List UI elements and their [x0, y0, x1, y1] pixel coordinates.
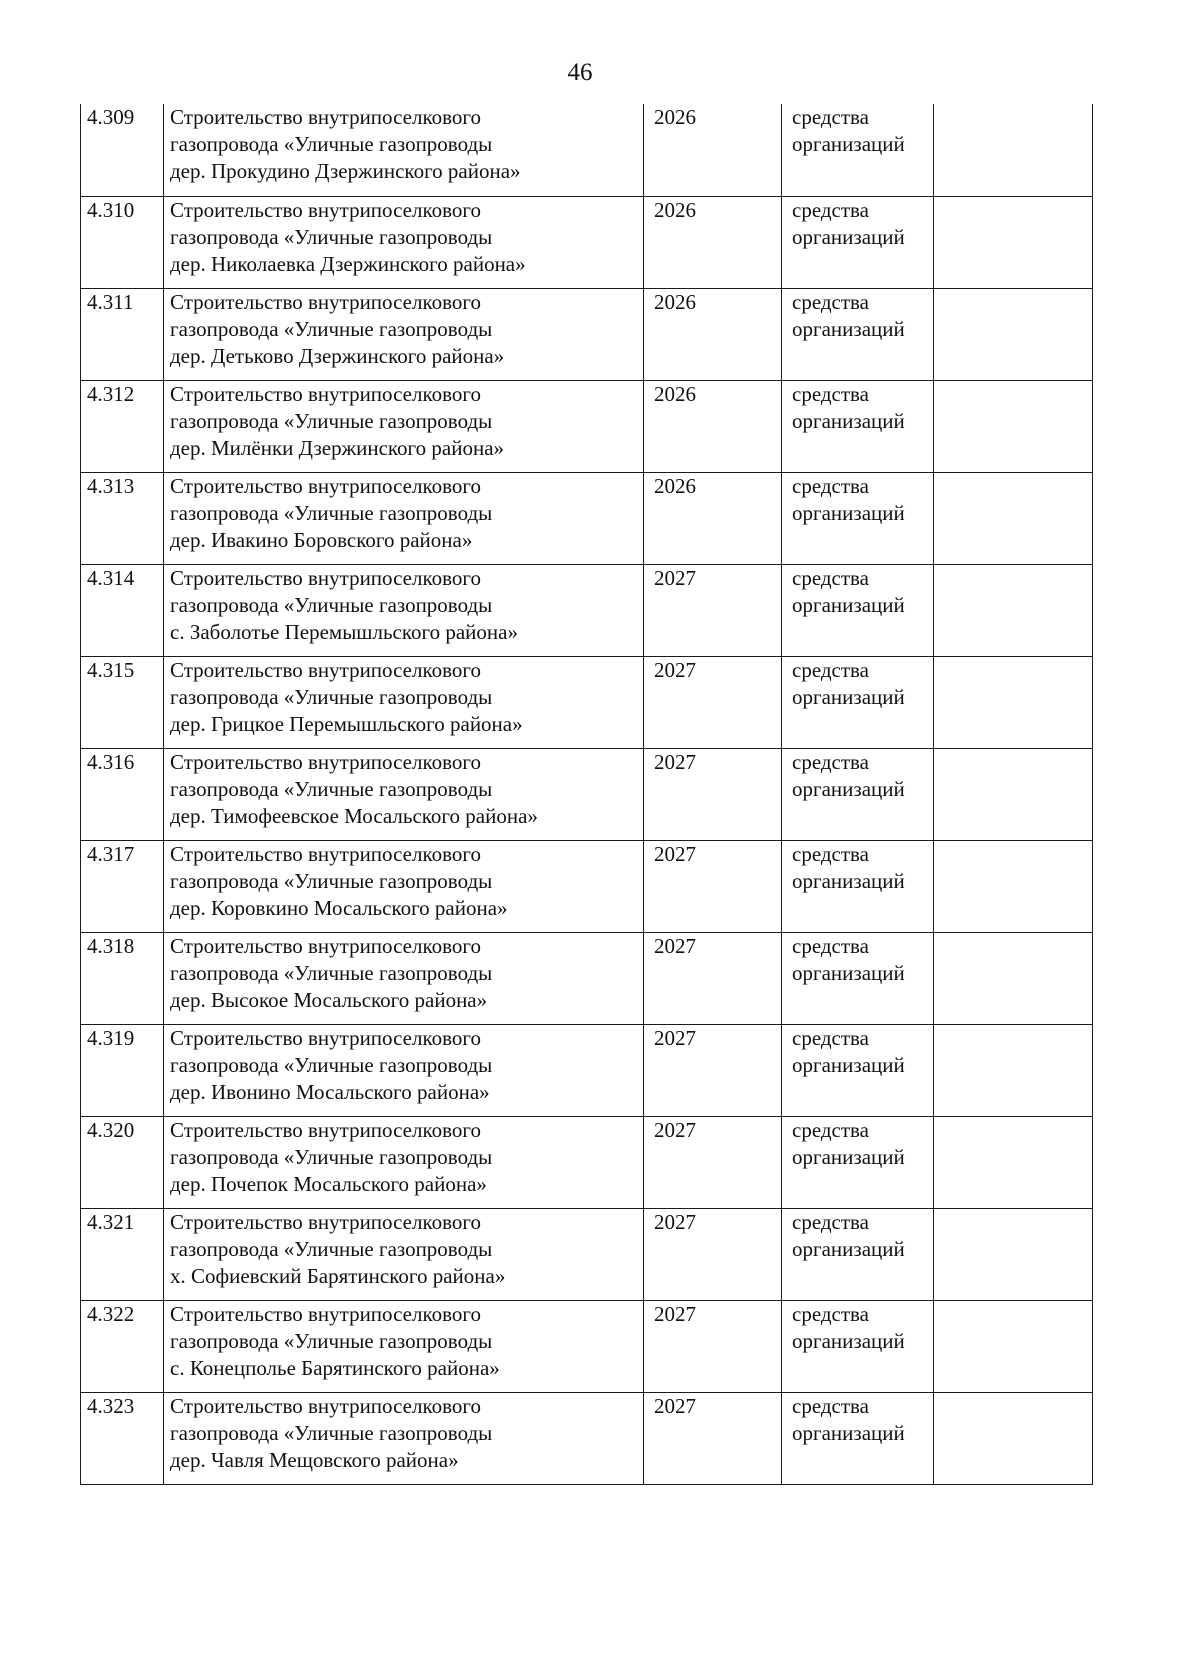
table-row — [81, 932, 1093, 1024]
description-line: дер. Ивакино Боровского района» — [170, 527, 473, 552]
empty-cell — [934, 748, 1093, 840]
item-description — [164, 840, 644, 932]
description-line: Строительство внутрипоселкового — [170, 657, 481, 682]
funding-source — [782, 932, 934, 1024]
description-line: дер. Милёнки Дзержинского района» — [170, 435, 505, 460]
empty-cell — [934, 1024, 1093, 1116]
item-number: 4.320 — [81, 1116, 164, 1208]
item-description — [164, 1024, 644, 1116]
description-line: газопровода «Уличные газопроводы — [170, 316, 493, 341]
funding-source — [782, 1208, 934, 1300]
table-row — [81, 564, 1093, 656]
funding-source — [782, 656, 934, 748]
item-number: 4.315 — [81, 656, 164, 748]
description-line: дер. Почепок Мосальского района» — [170, 1171, 487, 1196]
item-description — [164, 1300, 644, 1392]
source-line: средства — [792, 933, 870, 958]
source-line: организаций — [792, 960, 905, 985]
empty-cell — [934, 1392, 1093, 1484]
description-line: газопровода «Уличные газопроводы — [170, 1328, 493, 1353]
item-year: 2026 — [644, 104, 782, 196]
item-year: 2027 — [644, 564, 782, 656]
description-line: Строительство внутрипоселкового — [170, 1393, 481, 1418]
source-line: организаций — [792, 868, 905, 893]
description-line: Строительство внутрипоселкового — [170, 565, 481, 590]
source-line: организаций — [792, 316, 905, 341]
item-year: 2027 — [644, 1300, 782, 1392]
item-year: 2026 — [644, 196, 782, 288]
source-line: средства — [792, 1117, 870, 1142]
description-line: дер. Коровкино Мосальского района» — [170, 895, 508, 920]
table-row — [81, 1208, 1093, 1300]
item-number: 4.323 — [81, 1392, 164, 1484]
description-line: газопровода «Уличные газопроводы — [170, 1236, 493, 1261]
source-line: средства — [792, 105, 870, 129]
funding-source — [782, 748, 934, 840]
description-line: газопровода «Уличные газопроводы — [170, 1144, 493, 1169]
table-row — [81, 1024, 1093, 1116]
source-line: организаций — [792, 776, 905, 801]
funding-source — [782, 564, 934, 656]
item-year: 2026 — [644, 472, 782, 564]
item-year: 2027 — [644, 840, 782, 932]
empty-cell — [934, 932, 1093, 1024]
source-line: средства — [792, 657, 870, 682]
description-line: Строительство внутрипоселкового — [170, 105, 481, 129]
funding-source — [782, 840, 934, 932]
description-line: Строительство внутрипоселкового — [170, 197, 481, 222]
item-year: 2027 — [644, 1024, 782, 1116]
source-line: организаций — [792, 1236, 905, 1261]
item-description — [164, 1392, 644, 1484]
funding-source — [782, 196, 934, 288]
item-description — [164, 748, 644, 840]
item-description — [164, 380, 644, 472]
description-line: Строительство внутрипоселкового — [170, 1025, 481, 1050]
item-description — [164, 1116, 644, 1208]
description-line: газопровода «Уличные газопроводы — [170, 960, 493, 985]
description-line: газопровода «Уличные газопроводы — [170, 500, 493, 525]
source-line: организаций — [792, 132, 905, 156]
item-number: 4.322 — [81, 1300, 164, 1392]
description-line: Строительство внутрипоселкового — [170, 841, 481, 866]
description-line: Строительство внутрипоселкового — [170, 1209, 481, 1234]
description-line: Строительство внутрипоселкового — [170, 381, 481, 406]
source-line: организаций — [792, 1052, 905, 1077]
description-line: газопровода «Уличные газопроводы — [170, 132, 493, 156]
source-line: средства — [792, 473, 870, 498]
item-year: 2027 — [644, 748, 782, 840]
table-row — [81, 196, 1093, 288]
table-row — [81, 1392, 1093, 1484]
item-number: 4.316 — [81, 748, 164, 840]
source-line: средства — [792, 1025, 870, 1050]
funding-source — [782, 1116, 934, 1208]
item-number: 4.318 — [81, 932, 164, 1024]
description-line: дер. Николаевка Дзержинского района» — [170, 251, 526, 276]
source-line: средства — [792, 197, 870, 222]
source-line: организаций — [792, 1328, 905, 1353]
empty-cell — [934, 564, 1093, 656]
source-line: организаций — [792, 408, 905, 433]
source-line: средства — [792, 565, 870, 590]
item-description — [164, 472, 644, 564]
item-year: 2026 — [644, 380, 782, 472]
description-line: дер. Высокое Мосальского района» — [170, 987, 488, 1012]
program-table — [80, 104, 1093, 1485]
description-line: дер. Ивонино Мосальского района» — [170, 1079, 490, 1104]
description-line: газопровода «Уличные газопроводы — [170, 868, 493, 893]
description-line: дер. Чавля Мещовского района» — [170, 1447, 459, 1472]
funding-source — [782, 1300, 934, 1392]
item-description — [164, 104, 644, 196]
table-row — [81, 656, 1093, 748]
source-line: средства — [792, 841, 870, 866]
empty-cell — [934, 472, 1093, 564]
empty-cell — [934, 288, 1093, 380]
funding-source — [782, 380, 934, 472]
item-number: 4.319 — [81, 1024, 164, 1116]
source-line: средства — [792, 1393, 870, 1418]
empty-cell — [934, 1116, 1093, 1208]
empty-cell — [934, 840, 1093, 932]
table-row — [81, 288, 1093, 380]
source-line: организаций — [792, 224, 905, 249]
table-row — [81, 380, 1093, 472]
item-description — [164, 932, 644, 1024]
description-line: дер. Грицкое Перемышльского района» — [170, 711, 523, 736]
description-line: Строительство внутрипоселкового — [170, 1301, 481, 1326]
item-description — [164, 196, 644, 288]
table-row — [81, 1300, 1093, 1392]
source-line: средства — [792, 1209, 870, 1234]
item-description — [164, 656, 644, 748]
item-description — [164, 1208, 644, 1300]
item-year: 2027 — [644, 656, 782, 748]
item-description — [164, 288, 644, 380]
source-line: организаций — [792, 1144, 905, 1169]
description-line: газопровода «Уличные газопроводы — [170, 684, 493, 709]
description-line: с. Заболотье Перемышльского района» — [170, 619, 518, 644]
description-line: Строительство внутрипоселкового — [170, 1117, 481, 1142]
source-line: организаций — [792, 1420, 905, 1445]
description-line: газопровода «Уличные газопроводы — [170, 1052, 493, 1077]
item-number: 4.313 — [81, 472, 164, 564]
source-line: организаций — [792, 592, 905, 617]
description-line: газопровода «Уличные газопроводы — [170, 1420, 493, 1445]
source-line: организаций — [792, 500, 905, 525]
item-number: 4.314 — [81, 564, 164, 656]
description-line: дер. Тимофеевское Мосальского района» — [170, 803, 538, 828]
table-row — [81, 472, 1093, 564]
table-body — [81, 104, 1093, 1484]
empty-cell — [934, 656, 1093, 748]
description-line: газопровода «Уличные газопроводы — [170, 408, 493, 433]
item-description — [164, 564, 644, 656]
funding-source — [782, 1024, 934, 1116]
empty-cell — [934, 1208, 1093, 1300]
description-line: дер. Детьково Дзержинского района» — [170, 343, 505, 368]
source-line: организаций — [792, 684, 905, 709]
description-line: с. Конецполье Барятинского района» — [170, 1355, 500, 1380]
funding-source — [782, 1392, 934, 1484]
item-number: 4.309 — [81, 104, 164, 196]
description-line: Строительство внутрипоселкового — [170, 933, 481, 958]
table-row — [81, 1116, 1093, 1208]
table-row — [81, 104, 1093, 196]
source-line: средства — [792, 289, 870, 314]
item-year: 2026 — [644, 288, 782, 380]
source-line: средства — [792, 1301, 870, 1326]
description-line: дер. Прокудино Дзержинского района» — [170, 159, 521, 183]
empty-cell — [934, 380, 1093, 472]
funding-source — [782, 288, 934, 380]
item-year: 2027 — [644, 1392, 782, 1484]
item-year: 2027 — [644, 1116, 782, 1208]
item-number: 4.317 — [81, 840, 164, 932]
description-line: Строительство внутрипоселкового — [170, 473, 481, 498]
description-line: газопровода «Уличные газопроводы — [170, 776, 493, 801]
item-number: 4.310 — [81, 196, 164, 288]
page-number: 46 — [567, 59, 593, 86]
source-line: средства — [792, 749, 870, 774]
table-row — [81, 840, 1093, 932]
source-line: средства — [792, 381, 870, 406]
empty-cell — [934, 1300, 1093, 1392]
item-year: 2027 — [644, 932, 782, 1024]
item-number: 4.311 — [81, 288, 164, 380]
description-line: х. Софиевский Барятинского района» — [170, 1263, 506, 1288]
empty-cell — [934, 104, 1093, 196]
empty-cell — [934, 196, 1093, 288]
funding-source — [782, 104, 934, 196]
funding-source — [782, 472, 934, 564]
item-number: 4.321 — [81, 1208, 164, 1300]
description-line: газопровода «Уличные газопроводы — [170, 592, 493, 617]
description-line: Строительство внутрипоселкового — [170, 289, 481, 314]
description-line: газопровода «Уличные газопроводы — [170, 224, 493, 249]
table-row — [81, 748, 1093, 840]
item-number: 4.312 — [81, 380, 164, 472]
description-line: Строительство внутрипоселкового — [170, 749, 481, 774]
item-year: 2027 — [644, 1208, 782, 1300]
